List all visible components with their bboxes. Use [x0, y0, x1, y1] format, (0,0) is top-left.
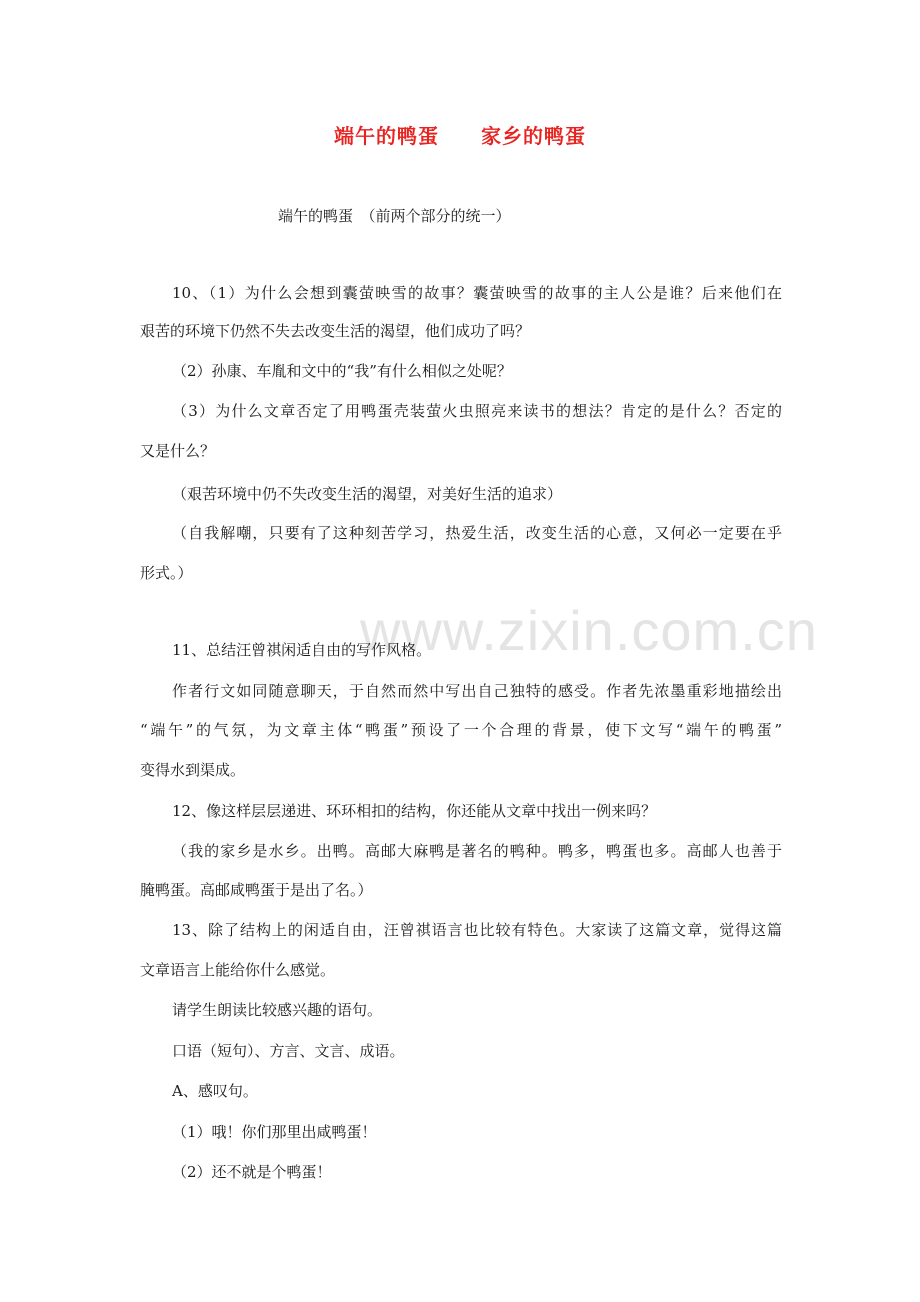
q11-answer-line-1: 作者行文如同随意聊天，于自然而然中写出自己独特的感受。作者先浓墨重彩地描绘出	[172, 682, 782, 700]
q13-instruction: 请学生朗读比较感兴趣的语句。	[172, 1001, 383, 1019]
q13-example-2: （2）还不就是个鸭蛋！	[172, 1163, 332, 1181]
q11-question: 11、总结汪曾祺闲适自由的写作风格。	[172, 641, 432, 659]
q13-example-1: （1）哦！你们那里出咸鸭蛋！	[172, 1123, 377, 1141]
q10-sub-3-line-2: 又是什么？	[140, 442, 216, 460]
q10-sub-2: （2）孙康、车胤和文中的“我”有什么相似之处呢？	[172, 362, 512, 380]
q13-question-line-1: 13、除了结构上的闲适自由，汪曾祺语言也比较有特色。大家读了这篇文章，觉得这篇	[172, 921, 782, 939]
q10-line-2: 艰苦的环境下仍然不失去改变生活的渴望，他们成功了吗？	[140, 322, 531, 340]
q13-section-a: A、感叹句。	[172, 1082, 258, 1100]
q10-sub-3-line-1: （3）为什么文章否定了用鸭蛋壳装萤火虫照亮来读书的想法？肯定的是什么？否定的	[172, 402, 782, 420]
q10-answer-1: （艰苦环境中仍不失改变生活的渴望，对美好生活的追求）	[172, 485, 563, 503]
q10-answer-2-line-1: （自我解嘲，只要有了这种刻苦学习，热爱生活，改变生活的心意，又何必一定要在乎	[172, 524, 782, 542]
q11-answer-line-3: 变得水到渠成。	[140, 761, 246, 779]
q11-answer-line-2: “端午”的气氛，为文章主体“鸭蛋”预设了一个合理的背景，使下文写“端午的鸭蛋”	[140, 721, 782, 739]
q12-answer-line-2: 腌鸭蛋。高邮咸鸭蛋于是出了名。）	[140, 881, 373, 899]
document-subtitle: 端午的鸭蛋 （前两个部分的统一）	[278, 207, 511, 225]
q13-categories: 口语（短句）、方言、文言、成语。	[172, 1042, 405, 1060]
q10-line-1: 10、（1）为什么会想到囊萤映雪的故事？囊萤映雪的故事的主人公是谁？后来他们在	[172, 284, 782, 302]
q13-question-line-2: 文章语言上能给你什么感觉。	[140, 961, 336, 979]
document-title: 端午的鸭蛋 家乡的鸭蛋	[334, 124, 586, 148]
q12-question: 12、像这样层层递进、环环相扣的结构，你还能从文章中找出一例来吗？	[172, 802, 657, 820]
q12-answer-line-1: （我的家乡是水乡。出鸭。高邮大麻鸭是著名的鸭种。鸭多，鸭蛋也多。高邮人也善于	[172, 842, 782, 860]
watermark: www.zixin.com.cn	[360, 599, 818, 662]
q10-answer-2-line-2: 形式。）	[140, 564, 193, 582]
